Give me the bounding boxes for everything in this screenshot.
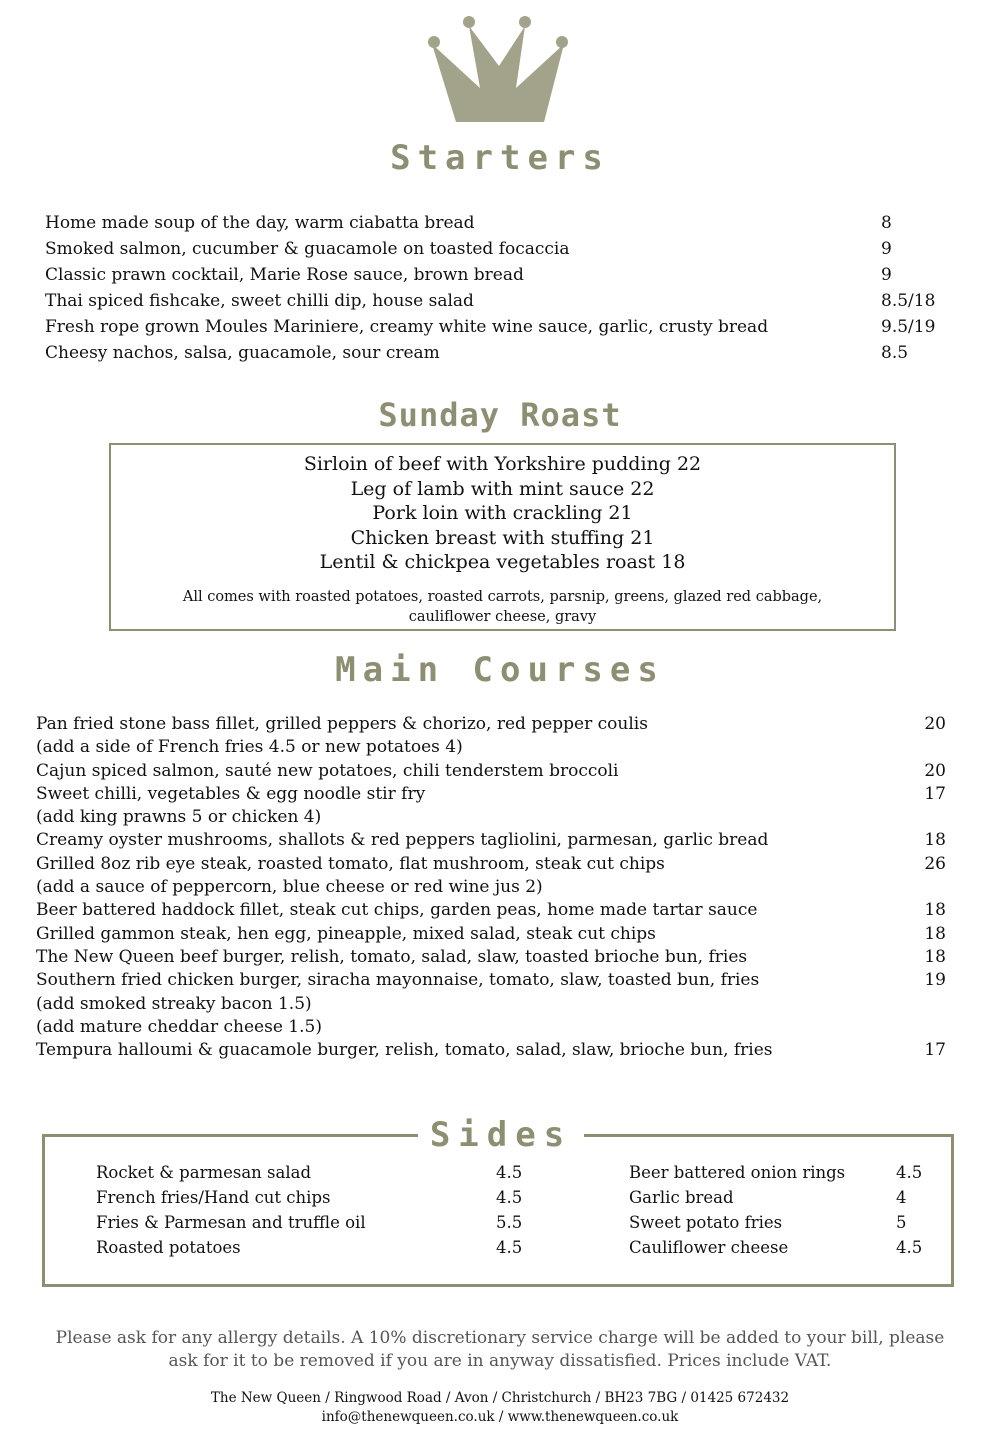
item-name: Thai spiced fishcake, sweet chilli dip, house salad <box>45 291 474 311</box>
item-name: Grilled 8oz rib eye steak, roasted tomato, flat mushroom, steak cut chips <box>36 853 665 874</box>
sides-heading: Sides <box>418 1114 584 1156</box>
menu-item <box>45 210 945 236</box>
item-name: Sweet potato fries <box>629 1213 783 1232</box>
item-name: Sweet chilli, vegetables & egg noodle stir fry <box>36 783 426 804</box>
sunday-roast-box <box>109 443 896 631</box>
menu-item <box>45 288 945 314</box>
item-price: 19 <box>924 970 946 991</box>
roast-item: Lentil & chickpea vegetables roast 18 <box>319 551 686 573</box>
item-name: Cauliflower cheese <box>629 1238 789 1257</box>
item-price: 5.5 <box>496 1213 523 1232</box>
item-name: Cheesy nachos, salsa, guacamole, sour cream <box>45 343 440 363</box>
roast-item: Pork loin with crackling 21 <box>372 502 633 524</box>
item-price: 20 <box>924 760 946 781</box>
side-item <box>629 1210 929 1235</box>
menu-item <box>36 946 956 969</box>
roast-note: All comes with roasted potatoes, roasted carrots, parsnip, greens, glazed red cabbage, cauliflower cheese, gravy <box>182 588 823 625</box>
item-price: 18 <box>924 923 946 944</box>
menu-item <box>36 899 956 922</box>
roast-item: Sirloin of beef with Yorkshire pudding 22 <box>303 453 702 475</box>
side-item <box>96 1185 536 1210</box>
crown-icon <box>428 14 570 122</box>
menu-item <box>45 262 945 288</box>
item-price: 4.5 <box>496 1238 523 1257</box>
item-price: 18 <box>924 830 946 851</box>
item-name: Tempura halloumi & guacamole burger, relish, tomato, salad, slaw, brioche bun, fries <box>36 1040 773 1061</box>
item-price: 8 <box>881 213 892 233</box>
item-price: 4.5 <box>496 1163 523 1182</box>
menu-item-addon <box>36 1016 956 1039</box>
item-name: (add mature cheddar cheese 1.5) <box>36 1016 322 1037</box>
starters-heading: Starters <box>390 138 610 178</box>
item-price: 17 <box>924 783 946 804</box>
menu-item <box>36 969 956 992</box>
item-name: (add king prawns 5 or chicken 4) <box>36 807 322 828</box>
menu-item <box>36 713 956 736</box>
item-price: 9 <box>881 265 892 285</box>
side-item <box>629 1160 929 1185</box>
item-price: 4.5 <box>896 1163 923 1182</box>
menu-item <box>36 783 956 806</box>
item-name: Grilled gammon steak, hen egg, pineapple, mixed salad, steak cut chips <box>36 923 656 944</box>
sunday-roast-heading: Sunday Roast <box>378 396 622 434</box>
menu-item <box>45 314 945 340</box>
item-name: Home made soup of the day, warm ciabatta bread <box>45 213 475 233</box>
item-price: 8.5 <box>881 343 909 363</box>
item-price: 4.5 <box>496 1188 523 1207</box>
item-name: Creamy oyster mushrooms, shallots & red peppers tagliolini, parmesan, garlic bread <box>36 830 769 851</box>
menu-item-addon <box>36 876 956 899</box>
item-name: (add smoked streaky bacon 1.5) <box>36 993 312 1014</box>
item-name: Rocket & parmesan salad <box>96 1163 312 1182</box>
item-name: Pan fried stone bass fillet, grilled peppers & chorizo, red pepper coulis <box>36 714 648 734</box>
item-price: 26 <box>924 853 946 874</box>
item-price: 8.5/18 <box>881 291 936 311</box>
sides-right-column <box>629 1160 929 1260</box>
item-price: 18 <box>924 946 946 967</box>
item-price: 20 <box>924 714 946 734</box>
sides-left-column <box>96 1160 536 1260</box>
item-name: (add a side of French fries 4.5 or new potatoes 4) <box>36 737 463 758</box>
item-price: 5 <box>896 1213 907 1232</box>
item-name: Beer battered onion rings <box>629 1163 846 1182</box>
item-name: Beer battered haddock fillet, steak cut chips, garden peas, home made tartar sauce <box>36 900 758 921</box>
item-price: 4.5 <box>896 1238 923 1257</box>
roast-list <box>111 445 894 575</box>
item-name: (add a sauce of peppercorn, blue cheese or red wine jus 2) <box>36 877 543 898</box>
roast-item: Chicken breast with stuffing 21 <box>350 526 655 549</box>
menu-item <box>36 829 956 852</box>
menu-item <box>45 236 945 262</box>
roast-item: Leg of lamb with mint sauce 22 <box>350 477 655 500</box>
item-name: Southern fried chicken burger, siracha mayonnaise, tomato, slaw, toasted bun, fries <box>36 970 760 991</box>
side-item <box>96 1235 536 1260</box>
item-price: 9 <box>881 239 892 259</box>
contact-block <box>0 1389 1000 1427</box>
item-price: 4 <box>896 1188 907 1207</box>
allergy-service-note: Please ask for any allergy details. A 10% discretionary service charge will be added to your bill, please ask for it to be removed if you are in anyway dissatisfied. Prices include VAT. <box>55 1328 945 1371</box>
item-name: Roasted potatoes <box>96 1238 241 1257</box>
menu-item-addon <box>36 806 956 829</box>
menu-item <box>36 760 956 783</box>
side-item <box>96 1160 536 1185</box>
item-price: 18 <box>924 900 946 921</box>
main-courses-list <box>36 713 956 1062</box>
menu-item <box>36 1039 956 1062</box>
item-name: Classic prawn cocktail, Marie Rose sauce, brown bread <box>45 265 524 285</box>
item-name: Cajun spiced salmon, sauté new potatoes, chili tenderstem broccoli <box>36 760 619 781</box>
item-name: The New Queen beef burger, relish, tomato, salad, slaw, toasted brioche bun, fries <box>36 946 748 967</box>
address-line: The New Queen / Ringwood Road / Avon / Christchurch / BH23 7BG / 01425 672432 <box>210 1390 790 1406</box>
side-item <box>629 1235 929 1260</box>
item-price: 9.5/19 <box>881 317 936 337</box>
menu-item <box>36 853 956 876</box>
side-item <box>629 1185 929 1210</box>
item-price: 17 <box>924 1040 946 1061</box>
item-name: Fresh rope grown Moules Mariniere, creamy white wine sauce, garlic, crusty bread <box>45 317 769 337</box>
item-name: Garlic bread <box>629 1188 734 1207</box>
item-name: Fries & Parmesan and truffle oil <box>96 1213 366 1232</box>
menu-item-addon <box>36 736 956 759</box>
item-name: Smoked salmon, cucumber & guacamole on toasted focaccia <box>45 239 570 259</box>
web-contact-line: info@thenewqueen.co.uk / www.thenewqueen.co.uk <box>321 1409 679 1425</box>
starters-list <box>45 210 945 366</box>
side-item <box>96 1210 536 1235</box>
main-courses-heading: Main Courses <box>335 650 665 690</box>
menu-item <box>36 923 956 946</box>
item-name: French fries/Hand cut chips <box>96 1188 331 1207</box>
menu-item <box>45 340 945 366</box>
menu-item-addon <box>36 993 956 1016</box>
